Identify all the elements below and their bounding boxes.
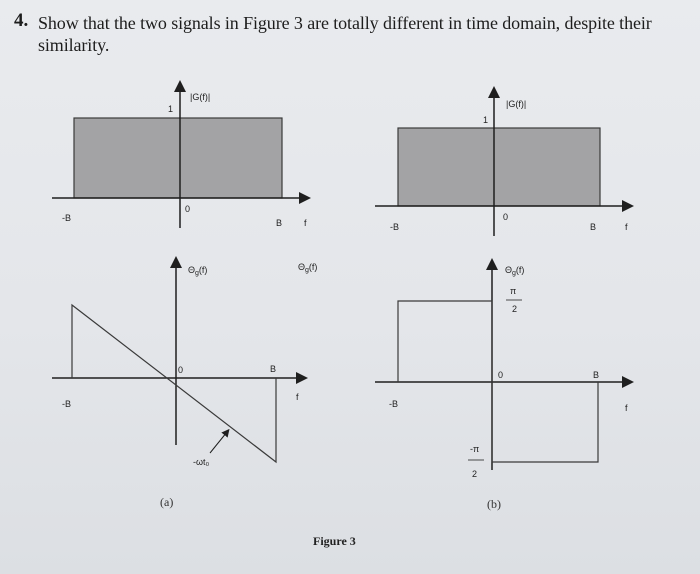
panel-a-phase-left: -B	[62, 399, 71, 409]
panel-a-phase-right: B	[270, 364, 277, 374]
panel-b-neg-den: 2	[472, 469, 478, 479]
panel-b-mag-label: |G(f)|	[506, 99, 527, 109]
panel-b-phase-right: B	[593, 370, 600, 380]
panel-a-magnitude-box	[74, 118, 282, 198]
panel-b-left-edge: -B	[390, 222, 399, 232]
panel-b-phase-left: -B	[389, 399, 398, 409]
panel-b-pos-den: 2	[512, 304, 518, 314]
panel-b-caption: (b)	[487, 497, 501, 511]
panel-a-left-edge: -B	[62, 213, 71, 223]
question-text: Show that the two signals in Figure 3 are totally different in time domain, despite their similarity.	[38, 13, 652, 55]
panel-b-freq-label: f	[625, 222, 628, 232]
panel-b-pos-num: π	[510, 286, 517, 296]
panel-a-mag-value: 1	[168, 104, 174, 114]
question-number: 4.	[14, 10, 29, 31]
panel-b-phase-freq-label: f	[625, 403, 628, 413]
panel-a-caption: (a)	[160, 495, 174, 509]
panel-b-phase-label: $\Theta_g(f)$	[505, 265, 525, 277]
panel-a-origin: 0	[185, 204, 191, 214]
figure-caption: Figure 3	[313, 534, 356, 548]
panel-b-neg-num: -π	[470, 444, 480, 454]
panel-b-magnitude-box	[398, 128, 600, 206]
panel-a-mag-label: |G(f)|	[190, 92, 211, 102]
panel-b-phase	[375, 264, 628, 511]
panel-b-origin: 0	[503, 212, 509, 222]
panel-a-phase-curve	[72, 305, 276, 462]
panel-a-phase	[52, 262, 302, 509]
panel-b-phase-origin: 0	[498, 370, 504, 380]
panel-a-phase-freq-label: f	[296, 392, 299, 402]
panel-a-phase-origin: 0	[178, 365, 184, 375]
panel-a-freq-label: f	[304, 218, 307, 228]
panel-b-magnitude	[298, 92, 628, 274]
panel-b-right-edge: B	[590, 222, 597, 232]
panel-a-phase-label: $\Theta_g(f)$	[188, 265, 208, 277]
panel-b-mag-value: 1	[483, 115, 489, 125]
panel-a-right-edge: B	[276, 218, 283, 228]
panel-a-slope-arrow	[210, 432, 227, 453]
panel-a-slope-label: -ωt₀	[193, 457, 210, 467]
panel-b-stray-phase-label: $\Theta_g(f)$	[298, 262, 318, 274]
panel-a-magnitude	[52, 86, 307, 228]
